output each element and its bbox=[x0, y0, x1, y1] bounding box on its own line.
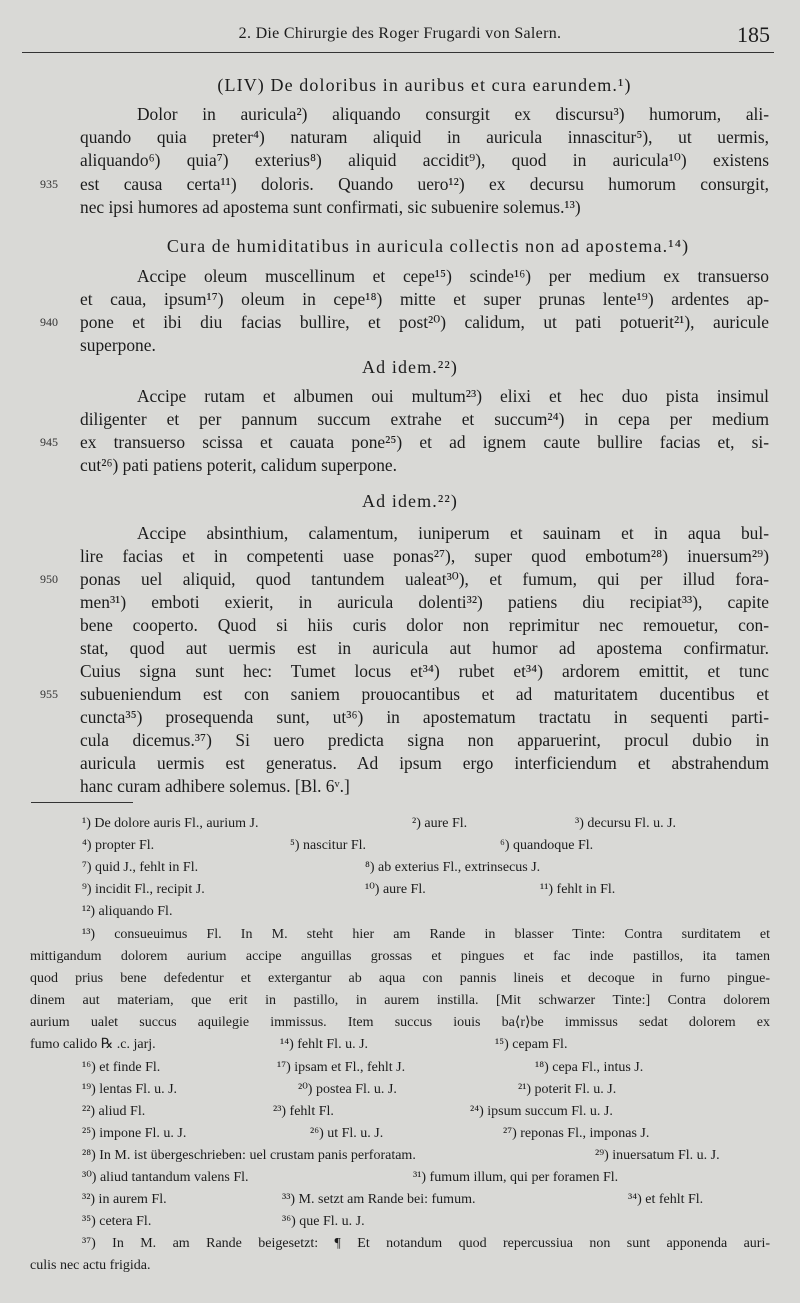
line-number: 945 bbox=[40, 435, 58, 449]
footnote-line: aurium ualet succus aquilegie immissus. Item succus iouis ba⟨r⟩be immissus sedat dolorem ex bbox=[30, 1015, 770, 1030]
footnote: ²⁰) postea Fl. u. J. bbox=[298, 1082, 397, 1097]
footnote-line: quod prius bene defedentur et extergantur ab aqua con pannis lineis et decoque in furno pingue- bbox=[30, 971, 770, 986]
text-line: cuncta³⁵) prosequenda sunt, ut³⁶) in apostematum tractatu in sequenti parti- bbox=[80, 707, 769, 727]
subsection-heading: Ad idem.²²) bbox=[362, 357, 458, 377]
text-line: hanc curam adhibere solemus. [Bl. 6ᵛ.] bbox=[80, 776, 350, 796]
text-line: ex transuerso scissa et cauata pone²⁵) et ad ignem caute bullire facias et, si- bbox=[80, 432, 769, 452]
footnote: ⁵) nascitur Fl. bbox=[290, 838, 367, 853]
running-header bbox=[30, 22, 770, 52]
footnote: ²⁴) ipsum succum Fl. u. J. bbox=[470, 1104, 613, 1119]
text-line: Dolor in auricula²) aliquando consurgit ex discursu³) humorum, ali- bbox=[137, 104, 769, 124]
text-line: cula dicemus.³⁷) Si uero predicta signa non apparuerint, procul dubio in bbox=[80, 730, 769, 750]
text-line: superpone. bbox=[80, 335, 156, 355]
text-line: cut²⁶) pati patiens poterit, calidum superpone. bbox=[80, 455, 397, 475]
footnote: ¹⁶) et finde Fl. bbox=[82, 1060, 161, 1075]
footnote: ¹⁴) fehlt Fl. u. J. bbox=[280, 1037, 369, 1052]
line-number: 935 bbox=[40, 177, 58, 191]
section-heading: (LIV) De doloribus in auribus et cura earundem.¹) bbox=[217, 75, 632, 95]
footnote-line: dinem aut materiam, que erit in pastillo, in aurem instilla. [Mit schwarzer Tinte:] Contra dolorem bbox=[30, 993, 770, 1008]
footnote: ²⁷) reponas Fl., imponas J. bbox=[503, 1126, 650, 1141]
footnote: ²⁹) inuersatum Fl. u. J. bbox=[595, 1148, 720, 1163]
footnote: ¹⁹) lentas Fl. u. J. bbox=[82, 1082, 178, 1097]
text-line: stat, quod aut uermis est in auricula aut humor ad apostema confirmatur. bbox=[80, 638, 769, 658]
footnote: ²⁶) ut Fl. u. J. bbox=[310, 1126, 384, 1141]
text-line: Accipe rutam et albumen oui multum²³) elixi et hec duo pista insimul bbox=[137, 386, 769, 406]
footnote: ³¹) fumum illum, qui per foramen Fl. bbox=[413, 1170, 619, 1185]
text-line: diligenter et per pannum succum extrahe et succum²⁴) in cepa per medium bbox=[80, 409, 769, 429]
footnote-line: ¹³) consueuimus Fl. In M. steht hier am Rande in blasser Tinte: Contra surditatem et bbox=[82, 927, 770, 942]
text-line: et caua, ipsum¹⁷) oleum in cepe¹⁸) mitte et super prunas lente¹⁹) ardentes ap- bbox=[80, 289, 769, 309]
text-line: lire facias et in competenti uase ponas²⁷), super quod embotum²⁸) inuersum²⁹) bbox=[80, 546, 769, 566]
footnote: ⁴) propter Fl. bbox=[82, 838, 155, 853]
footnote: ³⁶) que Fl. u. J. bbox=[282, 1214, 365, 1229]
footnote: ³) decursu Fl. u. J. bbox=[575, 816, 677, 831]
page-number: 185 bbox=[737, 22, 770, 47]
text-line: est causa certa¹¹) doloris. Quando uero¹²) ex decursu humorum consurgit, bbox=[80, 174, 769, 194]
text-line: subueniendum est con saniem prouocantibus et ad maturitatem ducentibus et bbox=[80, 684, 769, 704]
footnote: ³²) in aurem Fl. bbox=[82, 1192, 167, 1207]
footnote: ⁸) ab exterius Fl., extrinsecus J. bbox=[365, 860, 541, 875]
text-line: aliquando⁶) quia⁷) exterius⁸) aliquid accidit⁹), quod in auricula¹⁰) existens bbox=[80, 150, 769, 170]
header-rule bbox=[22, 52, 774, 53]
text-line: ponas uel aliquid, quod tantundem ualeat³⁰), et fumum, qui per illud fora- bbox=[80, 569, 769, 589]
footnote: ³⁴) et fehlt Fl. bbox=[628, 1192, 704, 1207]
footnote: fumo calido ℞ .c. jarj. bbox=[30, 1037, 156, 1052]
running-title: 2. Die Chirurgie des Roger Frugardi von Salern. bbox=[238, 25, 562, 42]
footnote-rule bbox=[31, 802, 133, 803]
footnote: ²³) fehlt Fl. bbox=[273, 1104, 334, 1119]
line-number: 955 bbox=[40, 687, 58, 701]
footnote: ⁹) incidit Fl., recipit J. bbox=[82, 882, 205, 897]
footnote-line: mittigandum dolorem aurium accipe anguillas grossas et pingues et fac inde pastillos, ita tamen bbox=[30, 949, 770, 964]
subsection-heading: Ad idem.²²) bbox=[362, 491, 458, 511]
footnote: ⁷) quid J., fehlt in Fl. bbox=[82, 860, 199, 875]
footnote: ²) aure Fl. bbox=[412, 816, 468, 831]
footnote: ²²) aliud Fl. bbox=[82, 1104, 146, 1119]
text-line: pone et ibi diu facias bullire, et post²⁰) calidum, ut pati potuerit²¹), auricule bbox=[80, 312, 769, 332]
footnote-line: culis nec actu frigida. bbox=[30, 1258, 151, 1273]
text-line: Accipe oleum muscellinum et cepe¹⁵) scinde¹⁶) per medium ex transuerso bbox=[137, 266, 769, 286]
footnote: ³⁵) cetera Fl. bbox=[82, 1214, 152, 1229]
footnote: ¹¹) fehlt in Fl. bbox=[540, 882, 616, 897]
subsection-heading: Cura de humiditatibus in auricula collectis non ad apostema.¹⁴) bbox=[166, 236, 690, 256]
footnote: ⁶) quandoque Fl. bbox=[500, 838, 594, 853]
text-line: Accipe absinthium, calamentum, iuniperum et sauinam et in aqua bul- bbox=[137, 523, 769, 543]
line-number: 950 bbox=[40, 572, 58, 586]
footnote: ¹⁸) cepa Fl., intus J. bbox=[535, 1060, 644, 1075]
footnote: ²¹) poterit Fl. u. J. bbox=[518, 1082, 617, 1097]
footnote: ³³) M. setzt am Rande bei: fumum. bbox=[282, 1192, 476, 1207]
text-line: Cuius signa sunt hec: Tumet locus et³⁴) rubet et³⁴) ardorem emittit, et tunc bbox=[80, 661, 769, 681]
footnote: ¹⁷) ipsam et Fl., fehlt J. bbox=[277, 1060, 406, 1075]
footnote: ²⁵) impone Fl. u. J. bbox=[82, 1126, 187, 1141]
footnote: ³⁰) aliud tantandum valens Fl. bbox=[82, 1170, 249, 1185]
text-line: auricula uermis est generatus. Ad ipsum ergo interficiendum et abstrahendum bbox=[80, 753, 769, 773]
text-line: quando quia preter⁴) naturam aliquid in auricula innascitur⁵), ut uermis, bbox=[80, 127, 769, 147]
text-line: men³¹) emboti exierit, in auricula dolenti³²) patiens diu recipiat³³), capite bbox=[80, 592, 769, 612]
text-line: bene cooperto. Quod si hiis curis dolor non reprimitur nec remouetur, con- bbox=[80, 615, 769, 635]
footnote: ¹⁵) cepam Fl. bbox=[495, 1037, 568, 1052]
footnote: ²⁸) In M. ist übergeschrieben: uel crustam panis perforatam. bbox=[82, 1148, 416, 1163]
footnote: ¹) De dolore auris Fl., aurium J. bbox=[82, 816, 259, 831]
footnote: ¹²) aliquando Fl. bbox=[82, 904, 173, 919]
text-line: nec ipsi humores ad apostema sunt confirmati, sic subuenire solemus.¹³) bbox=[80, 197, 581, 217]
footnote-line: ³⁷) In M. am Rande beigesetzt: ¶ Et notandum quod repercussiua non sunt apponenda auri- bbox=[82, 1236, 770, 1251]
footnote: ¹⁰) aure Fl. bbox=[365, 882, 426, 897]
line-number: 940 bbox=[40, 315, 58, 329]
